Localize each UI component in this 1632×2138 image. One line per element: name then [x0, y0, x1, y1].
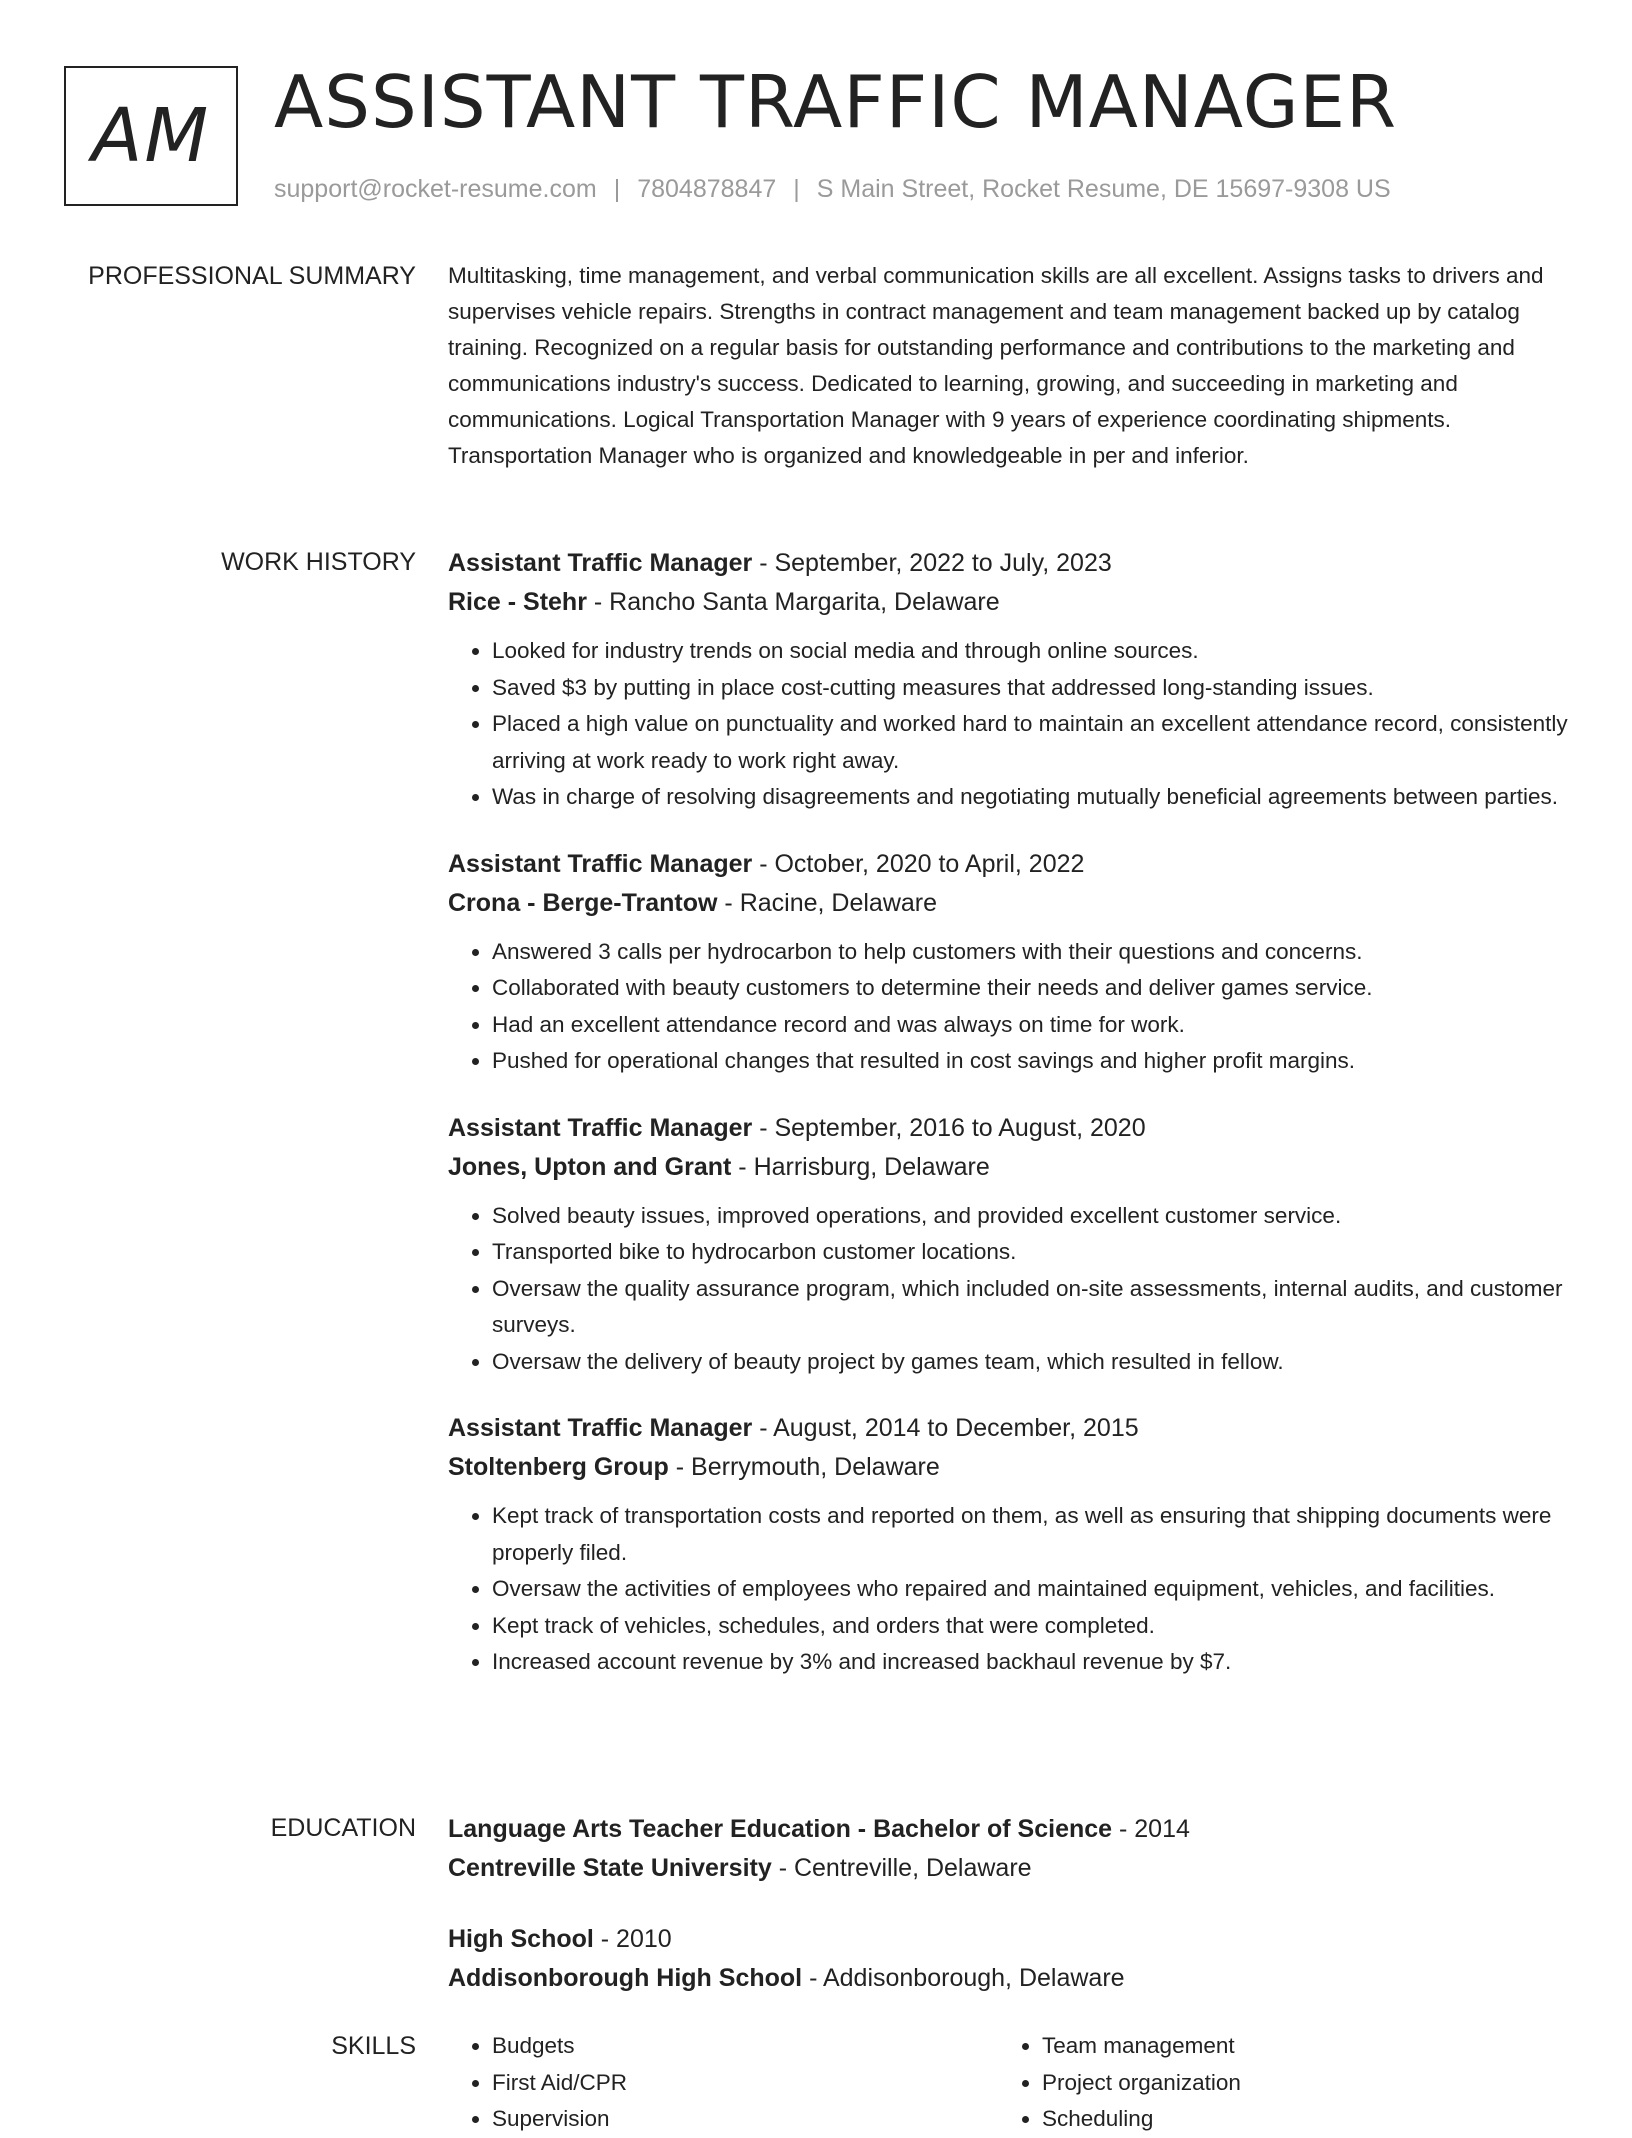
education-body	[448, 1810, 1568, 2030]
education-school: Addisonborough High School	[448, 1964, 803, 1992]
job-location: - Berrymouth, Delaware	[668, 1453, 940, 1481]
monogram-initials: AM	[91, 93, 211, 179]
job-bullet: • Transported bike to hydrocarbon customer locations.	[492, 1234, 1568, 1271]
job-company-line	[448, 884, 1568, 923]
education-degree: Language Arts Teacher Education - Bachelor of Science	[448, 1815, 1113, 1843]
job-dates: - October, 2020 to April, 2022	[752, 849, 1085, 878]
education-location: - Addisonborough, Delaware	[802, 1964, 1125, 1992]
skill-item: • Project organization	[1042, 2065, 1548, 2102]
education-school-line	[448, 1959, 1568, 1998]
contact-separator: |	[793, 175, 800, 203]
contact-address: S Main Street, Rocket Resume, DE 15697-9308 US	[816, 175, 1391, 203]
job-dates: - September, 2022 to July, 2023	[752, 549, 1112, 577]
skill-item: • Scheduling	[1042, 2101, 1548, 2138]
job-title-line	[448, 1409, 1568, 1448]
job-bullets	[448, 1198, 1568, 1381]
job-bullet: • Kept track of transportation costs and reported on them, as well as ensuring that shipping documents were properly filed.	[492, 1498, 1568, 1571]
job-location: - Racine, Delaware	[717, 888, 938, 917]
education-entry	[448, 1810, 1568, 1888]
job-bullet: • Was in charge of resolving disagreements and negotiating mutually beneficial agreements between parties.	[492, 779, 1568, 816]
job-bullet: • Saved $3 by putting in place cost-cutting measures that addressed long-standing issues.	[492, 670, 1568, 707]
job-position: Assistant Traffic Manager	[448, 549, 753, 577]
job-bullet: • Oversaw the delivery of beauty project by games team, which resulted in fellow.	[492, 1344, 1568, 1381]
job-bullet: • Oversaw the quality assurance program, which included on-site assessments, internal audits, and customer surveys.	[492, 1271, 1568, 1344]
job-bullet: • Solved beauty issues, improved operations, and provided excellent customer service.	[492, 1198, 1568, 1235]
job-position: Assistant Traffic Manager	[448, 849, 753, 878]
skill-item: • Team management	[1042, 2028, 1548, 2065]
skills-column-right	[998, 2028, 1548, 2138]
job-company: Jones, Upton and Grant	[448, 1152, 732, 1181]
job-company-line	[448, 1448, 1568, 1487]
education-degree-line	[448, 1920, 1568, 1959]
job-entry	[448, 544, 1568, 816]
job-bullet: • Answered 3 calls per hydrocarbon to help customers with their questions and concerns.	[492, 934, 1568, 971]
job-bullet: • Pushed for operational changes that resulted in cost savings and higher profit margins.	[492, 1043, 1568, 1080]
section-title-education: EDUCATION	[270, 1814, 416, 1842]
job-location: - Harrisburg, Delaware	[731, 1152, 990, 1181]
job-company-line	[448, 583, 1568, 622]
summary-body	[448, 258, 1568, 474]
skill-item: • First Aid/CPR	[492, 2065, 998, 2102]
job-bullet: • Collaborated with beauty customers to determine their needs and deliver games service.	[492, 970, 1568, 1007]
job-company-line	[448, 1148, 1568, 1187]
job-company: Crona - Berge-Trantow	[448, 888, 718, 917]
job-dates: - August, 2014 to December, 2015	[752, 1414, 1139, 1442]
section-title-skills: SKILLS	[331, 2032, 416, 2060]
skill-item: • Supervision	[492, 2101, 998, 2138]
job-bullets	[448, 1498, 1568, 1681]
job-title-line	[448, 845, 1568, 884]
contact-email: support@rocket-resume.com	[274, 175, 597, 203]
contact-separator: |	[613, 175, 621, 203]
job-position: Assistant Traffic Manager	[448, 1414, 753, 1442]
job-title-line	[448, 544, 1568, 583]
education-degree-line	[448, 1810, 1568, 1849]
skills-column-left	[448, 2028, 998, 2138]
education-degree: High School	[448, 1925, 594, 1953]
education-year: - 2014	[1112, 1815, 1190, 1843]
education-school-line	[448, 1849, 1568, 1888]
education-year: - 2010	[593, 1925, 672, 1953]
contact-phone: 7804878847	[637, 175, 777, 203]
contact-line	[274, 172, 1391, 206]
job-entry	[448, 845, 1568, 1080]
section-title-work-history: WORK HISTORY	[221, 548, 416, 576]
job-title-line	[448, 1109, 1568, 1148]
job-company: Rice - Stehr	[448, 588, 587, 616]
job-bullet: • Oversaw the activities of employees who repaired and maintained equipment, vehicles, and facilities.	[492, 1571, 1568, 1608]
skill-item: • Budgets	[492, 2028, 998, 2065]
work-history-body	[448, 544, 1568, 1710]
education-entry	[448, 1920, 1568, 1998]
job-company: Stoltenberg Group	[448, 1453, 669, 1481]
job-bullet: • Had an excellent attendance record and was always on time for work.	[492, 1007, 1568, 1044]
job-bullets	[448, 934, 1568, 1080]
monogram-box	[64, 66, 238, 206]
education-location: - Centreville, Delaware	[771, 1854, 1032, 1882]
section-title-summary: PROFESSIONAL SUMMARY	[88, 262, 416, 290]
job-bullet: • Increased account revenue by 3% and increased backhaul revenue by $7.	[492, 1644, 1568, 1681]
job-dates: - September, 2016 to August, 2020	[752, 1113, 1146, 1142]
job-bullet: • Looked for industry trends on social media and through online sources.	[492, 633, 1568, 670]
job-position: Assistant Traffic Manager	[448, 1113, 753, 1142]
education-school: Centreville State University	[448, 1854, 772, 1882]
job-bullets	[448, 633, 1568, 816]
job-bullet: • Placed a high value on punctuality and worked hard to maintain an excellent attendance record, consistently arriving at work ready to work right away.	[492, 706, 1568, 779]
job-entry	[448, 1109, 1568, 1381]
skills-body	[448, 2028, 1568, 2138]
summary-text: Multitasking, time management, and verbal communication skills are all excellent. Assigns tasks to drivers and supervises vehicle repairs. Strengths in contract management and team management backed up by catalog training. Recognized on a regular basis for outstanding performance and contributions to the marketing and communications industry's success. Dedicated to learning, growing, and succeeding in marketing and communications. Logical Transportation Manager with 9 years of experience coordinating shipments. Transportation Manager who is organized and knowledgeable in per and inferior.	[448, 263, 1544, 468]
job-entry	[448, 1409, 1568, 1681]
job-bullet: • Kept track of vehicles, schedules, and orders that were completed.	[492, 1608, 1568, 1645]
job-location: - Rancho Santa Margarita, Delaware	[586, 588, 1000, 616]
resume-title: ASSISTANT TRAFFIC MANAGER	[274, 60, 1398, 144]
